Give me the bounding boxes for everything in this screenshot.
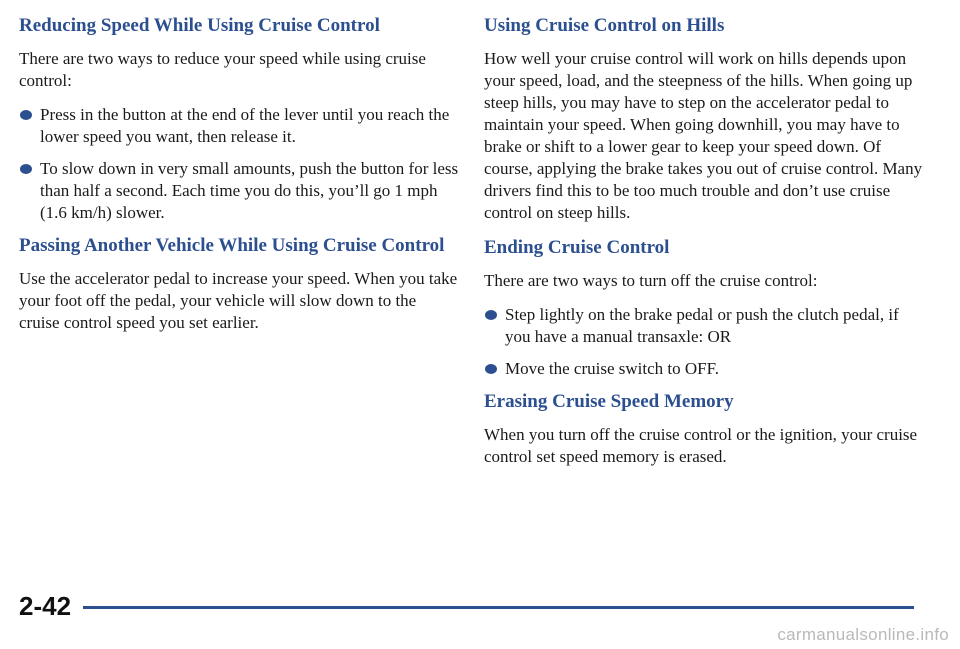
list-item-text: Move the cruise switch to OFF. [505,359,719,378]
list-item [19,158,459,224]
section-heading-passing-vehicle: Passing Another Vehicle While Using Cruise Control [19,235,445,256]
page-number: 2-42 [19,591,72,621]
list-item [19,104,459,148]
erasing-memory-body: When you turn off the cruise control or the ignition, your cruise control set speed memory is erased. [484,425,918,466]
page-footer [19,589,914,623]
bullet-icon [20,110,32,120]
passing-vehicle-body: Use the accelerator pedal to increase your speed. When you take your foot off the pedal, your vehicle will slow down to the cruise control speed you set earlier. [19,269,458,332]
bullet-icon [20,164,32,174]
list-item-text: To slow down in very small amounts, push the button for less than half a second. Each time you do this, you’ll go 1 mph (1.6 km/h) slower. [40,159,459,222]
left-column [19,14,459,346]
right-column [484,14,924,480]
bullet-icon [485,364,497,374]
list-item [484,304,924,348]
list-item-text: Press in the button at the end of the lever until you reach the lower speed you want, then release it. [40,105,450,146]
reducing-speed-intro: There are two ways to reduce your speed while using cruise control: [19,49,426,90]
section-heading-erasing-memory: Erasing Cruise Speed Memory [484,391,734,412]
ending-intro: There are two ways to turn off the cruise control: [484,271,818,290]
hills-body: How well your cruise control will work on hills depends upon your speed, load, and the steepness of the hills. When going up steep hills, you may have to step on the accelerator pedal to maintain your speed. When going downhill, you may have to brake or shift to a lower gear to keep your speed down. Of course, applying the brake takes you out of cruise control. Many drivers find this to be too much trouble and don’t use cruise control on steep hills. [484,49,923,222]
ending-list [484,304,924,380]
footer-rule [83,606,914,609]
bullet-icon [485,310,497,320]
list-item [484,358,924,380]
list-item-text: Step lightly on the brake pedal or push the clutch pedal, if you have a manual transaxle: OR [505,305,899,346]
watermark: carmanualsonline.info [777,625,949,644]
section-heading-hills: Using Cruise Control on Hills [484,15,725,36]
section-heading-ending: Ending Cruise Control [484,237,670,258]
reducing-speed-list [19,104,459,224]
section-heading-reducing-speed: Reducing Speed While Using Cruise Control [19,15,380,36]
